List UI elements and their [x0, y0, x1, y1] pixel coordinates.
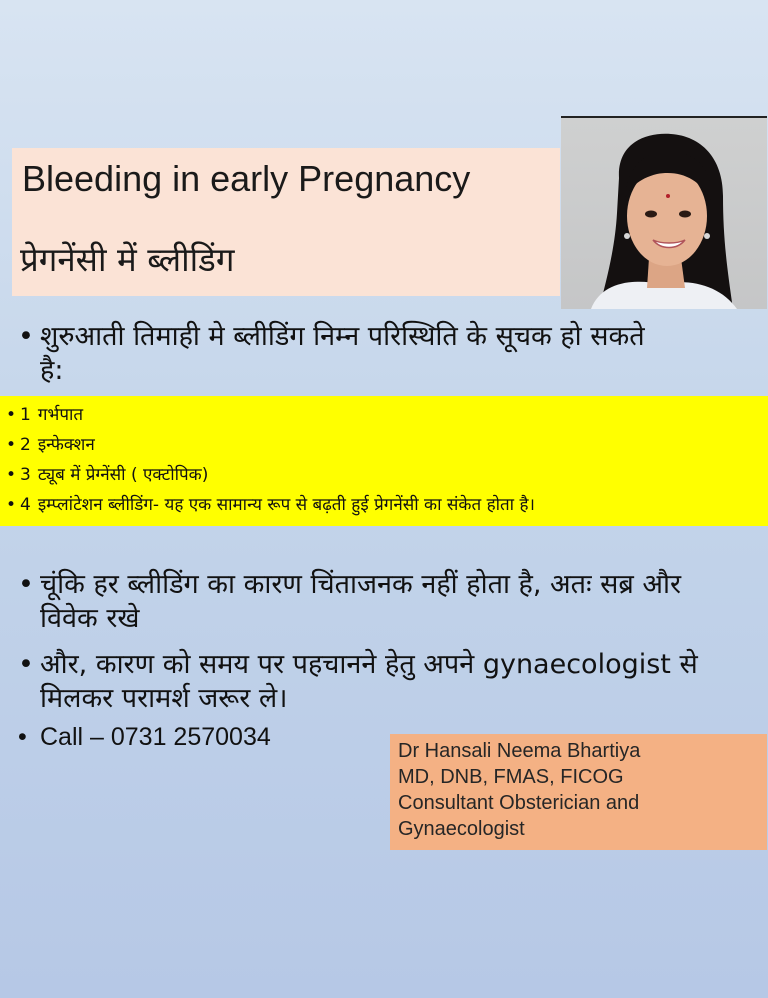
title-english: Bleeding in early Pregnancy [22, 158, 471, 199]
intro-text: शुरुआती तिमाही मे ब्लीडिंग निम्न परिस्थिति के सूचक हो सकते है: [40, 321, 645, 386]
item-text: ट्यूब में प्रेग्नेंसी ( एक्टोपिक) [37, 465, 209, 485]
bullet: • [18, 569, 34, 600]
item-number: 4 [20, 495, 31, 515]
advice-paragraph-1 [18, 568, 718, 636]
title-hindi: प्रेगनेंसी में ब्लीडिंग [20, 240, 235, 279]
doctor-name: Dr Hansali Neema Bhartiya [398, 740, 641, 762]
item-text: इन्फेक्शन [37, 435, 95, 455]
bullet: • [6, 495, 17, 515]
doctor-title-line-2: Gynaecologist [398, 818, 525, 840]
item-text: इम्प्लांटेशन ब्लीडिंग- यह एक सामान्य रूप से बढ़ती हुई प्रेगनेंसी का संकेत होता है। [37, 495, 535, 515]
bullet: • [6, 465, 17, 485]
bullet: • [18, 723, 27, 751]
list-item [6, 490, 535, 520]
advice-text-2: और, कारण को समय पर पहचानने हेतु अपने gynaecologist से मिलकर परामर्श जरूर ले। [40, 649, 698, 714]
doctor-title-line-1: Consultant Obsterician and [398, 792, 640, 814]
advice-paragraph-2 [18, 648, 718, 716]
doctor-info-box [390, 734, 767, 850]
advice-text-1: चूंकि हर ब्लीडिंग का कारण चिंताजनक नहीं होता है, अतः सब्र और विवेक रखे [40, 569, 682, 634]
conditions-highlight [0, 396, 768, 526]
intro-paragraph [18, 320, 648, 388]
list-item [6, 430, 535, 460]
bullet: • [6, 405, 17, 425]
item-number: 3 [20, 465, 31, 485]
item-number: 1 [20, 405, 31, 425]
phone-number: Call – 0731 2570034 [40, 723, 271, 751]
bullet: • [18, 321, 34, 352]
conditions-list [6, 400, 535, 520]
item-text: गर्भपात [37, 405, 84, 425]
doctor-photo [561, 116, 767, 309]
list-item [6, 460, 535, 490]
title-box [12, 148, 560, 296]
doctor-degrees: MD, DNB, FMAS, FICOG [398, 766, 624, 788]
list-item [6, 400, 535, 430]
doctor-portrait-icon [561, 118, 767, 309]
bullet: • [18, 649, 34, 680]
call-line [18, 722, 271, 752]
item-number: 2 [20, 435, 31, 455]
bullet: • [6, 435, 17, 455]
